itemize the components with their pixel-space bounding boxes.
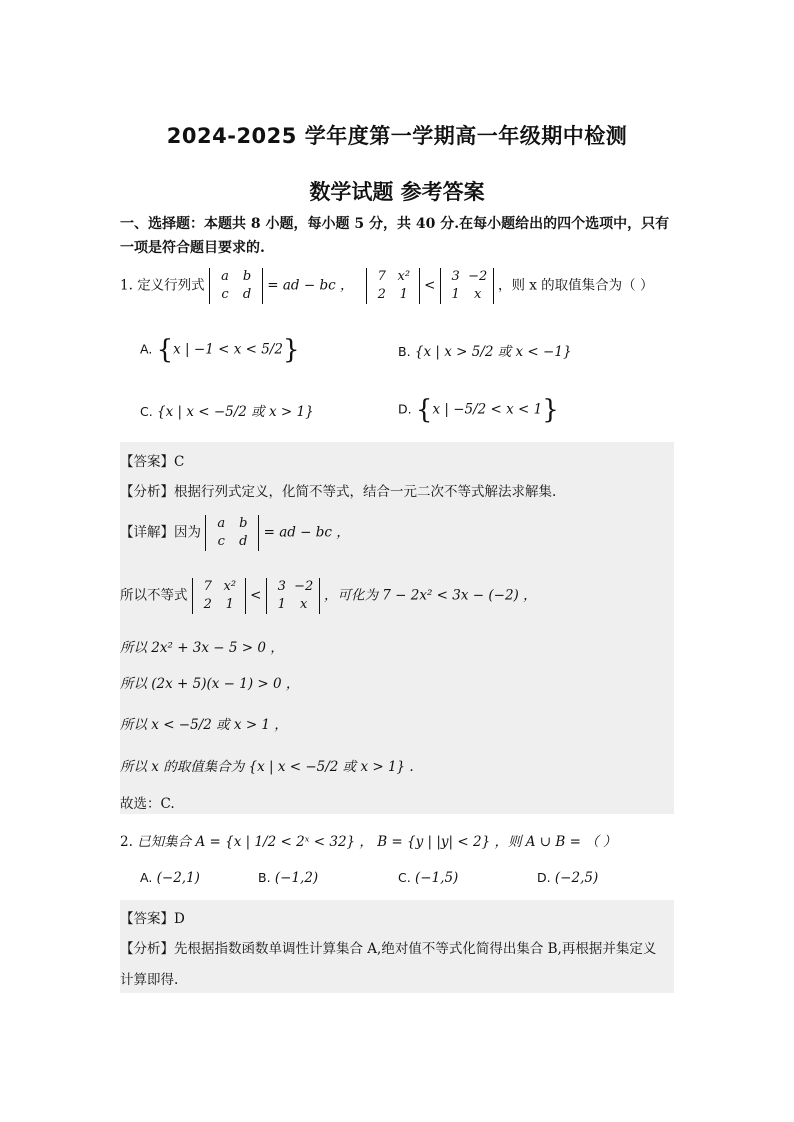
less-than-sign: < <box>424 277 436 294</box>
step-2: 所以 2x² + 3x − 5 > 0 ， <box>120 640 284 656</box>
option-d: D. {x | −5/2 < x < 1} <box>398 395 559 425</box>
option-a-text: x | −1 < x < 5/2 <box>173 341 283 358</box>
question-text: 定义行列式 <box>137 277 205 294</box>
question-tail: ，则 x 的取值集合为（ ） <box>497 277 654 294</box>
step-1: 所以不等式 7 x² 2 1 < 3 −2 1 x ，可化为 7 − 2x² < 3x − (−2) ， <box>120 579 537 612</box>
detail-determinant: a b c d <box>205 515 259 551</box>
definition-rhs: = ad − bc ， <box>267 277 354 294</box>
question-number: 2. <box>120 834 133 850</box>
question-1-stem <box>120 268 653 304</box>
detail-line: 【详解】因为 a b c d = ad − bc ， <box>120 516 350 549</box>
q2-analysis-line2: 计算即得. <box>120 972 179 988</box>
choose-line: 故选：C. <box>120 796 175 812</box>
step-4: 所以 x < −5/2 或 x > 1 ， <box>120 717 288 733</box>
analysis-line: 【分析】根据行列式定义，化简不等式，结合一元二次不等式解法求解集. <box>120 484 557 500</box>
q2-answer-line: 【答案】D <box>120 911 185 927</box>
question-number: 1. <box>120 277 133 294</box>
q2-analysis-line1: 【分析】先根据指数函数单调性计算集合 A,绝对值不等式化简得出集合 B,再根据并集定义 <box>120 941 657 957</box>
step-5: 所以 x 的取值集合为 {x | x < −5/2 或 x > 1} . <box>120 759 414 775</box>
option-d-text: x | −5/2 < x < 1 <box>432 401 543 418</box>
page-title: 2024-2025 学年度第一学期高一年级期中检测 <box>166 124 628 148</box>
determinant-definition: a b c d <box>209 268 263 304</box>
page-subtitle: 数学试题 参考答案 <box>309 180 485 204</box>
step-determinant-left: 7 x² 2 1 <box>192 578 246 614</box>
step-3: 所以 (2x + 5)(x − 1) > 0 ， <box>120 676 300 692</box>
option-c-text: x | x < −5/2 或 x > 1 <box>165 404 306 420</box>
section-header-line1: 一、选择题：本题共 8 小题，每小题 5 分，共 40 分.在每小题给出的四个选项中，只有 <box>120 216 670 232</box>
determinant-left: 7 x² 2 1 <box>366 268 420 304</box>
question-text: 已知集合 A = {x | 1/2 < 2ˣ < 32} ， B = {y | |y| < 2} ，则 A ∪ B = （ ） <box>137 834 617 850</box>
q2-option-d: D. (−2,5) <box>537 870 599 886</box>
q2-option-b: B. (−1,2) <box>258 870 319 886</box>
section-header-line2: 一项是符合题目要求的. <box>120 240 265 256</box>
q2-option-a: A. (−2,1) <box>140 870 200 886</box>
answer-line: 【答案】C <box>120 454 185 470</box>
determinant-right: 3 −2 1 x <box>440 268 494 304</box>
option-c: C. {x | x < −5/2 或 x > 1} <box>140 404 314 420</box>
question-2-stem <box>120 830 617 850</box>
option-a: A. {x | −1 < x < 5/2} <box>140 335 300 365</box>
step-determinant-right: 3 −2 1 x <box>266 578 320 614</box>
q2-option-c: C. (−1,5) <box>398 870 459 886</box>
option-b-text: x | x > 5/2 或 x < −1 <box>423 344 563 360</box>
option-b: B. {x | x > 5/2 或 x < −1} <box>398 344 572 360</box>
